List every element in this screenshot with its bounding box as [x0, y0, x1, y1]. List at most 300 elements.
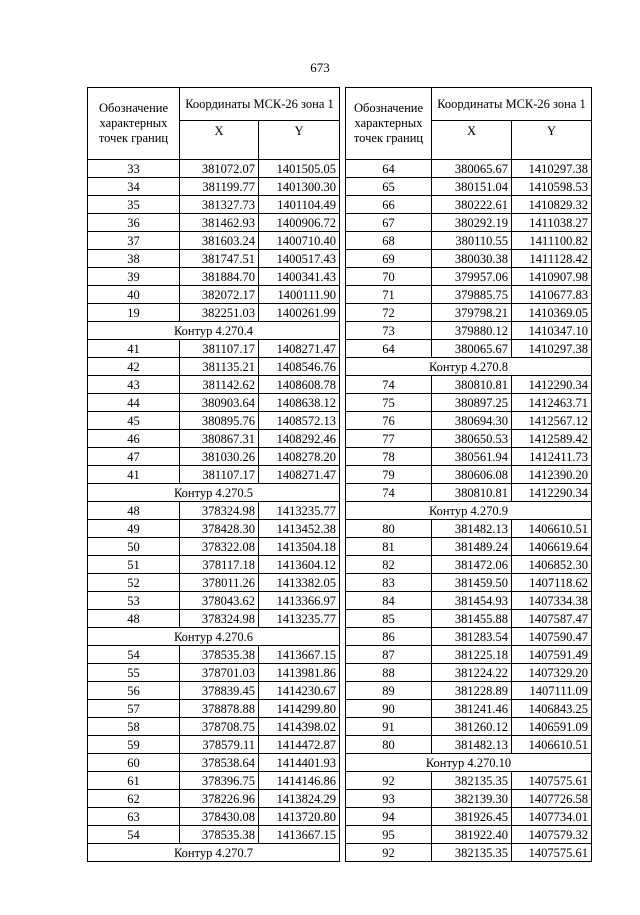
table-row — [346, 736, 592, 754]
x-cell: 378535.38 — [180, 646, 259, 664]
y-cell: 1413667.15 — [259, 826, 340, 844]
point-cell: 66 — [346, 196, 432, 214]
point-cell: 40 — [88, 286, 180, 304]
table-row — [88, 718, 340, 736]
y-cell: 1410297.38 — [512, 160, 592, 178]
table-row — [88, 574, 340, 592]
x-cell: 378324.98 — [180, 610, 259, 628]
point-cell: 55 — [88, 664, 180, 682]
y-cell: 1400710.40 — [259, 232, 340, 250]
y-cell: 1408271.47 — [259, 466, 340, 484]
y-cell: 1413667.15 — [259, 646, 340, 664]
contour-row — [346, 358, 592, 376]
table-row — [346, 772, 592, 790]
y-cell: 1407587.47 — [512, 610, 592, 628]
y-cell: 1412463.71 — [512, 394, 592, 412]
point-cell: 69 — [346, 250, 432, 268]
contour-label: Контур 4.270.4 — [88, 322, 340, 340]
x-cell: 378428.30 — [180, 520, 259, 538]
table-row — [88, 754, 340, 772]
table-row — [88, 538, 340, 556]
contour-row — [88, 628, 340, 646]
y-cell: 1408572.13 — [259, 412, 340, 430]
y-cell: 1406591.09 — [512, 718, 592, 736]
y-cell: 1401505.05 — [259, 160, 340, 178]
header-row — [88, 88, 340, 121]
x-cell: 382135.35 — [432, 772, 512, 790]
point-cell: 41 — [88, 340, 180, 358]
y-cell: 1406610.51 — [512, 736, 592, 754]
point-cell: 94 — [346, 808, 432, 826]
table-row — [346, 376, 592, 394]
contour-label: Контур 4.270.10 — [346, 754, 592, 772]
x-cell: 378839.45 — [180, 682, 259, 700]
x-cell: 381462.93 — [180, 214, 259, 232]
table-row — [346, 196, 592, 214]
x-cell: 381482.13 — [432, 520, 512, 538]
y-cell: 1414230.67 — [259, 682, 340, 700]
coordinates-table-right — [345, 87, 592, 862]
y-cell: 1410369.05 — [512, 304, 592, 322]
y-cell: 1413824.29 — [259, 790, 340, 808]
y-cell: 1407591.49 — [512, 646, 592, 664]
x-cell: 381260.12 — [432, 718, 512, 736]
point-cell: 56 — [88, 682, 180, 700]
point-cell: 89 — [346, 682, 432, 700]
x-cell: 378579.11 — [180, 736, 259, 754]
point-cell: 47 — [88, 448, 180, 466]
x-cell: 382072.17 — [180, 286, 259, 304]
y-cell: 1407575.61 — [512, 844, 592, 862]
table-row — [346, 646, 592, 664]
x-cell: 378226.96 — [180, 790, 259, 808]
table-row — [346, 484, 592, 502]
x-cell: 381107.17 — [180, 466, 259, 484]
table-row — [346, 178, 592, 196]
y-cell: 1411038.27 — [512, 214, 592, 232]
table-row — [346, 574, 592, 592]
x-cell: 380292.19 — [432, 214, 512, 232]
x-cell: 381454.93 — [432, 592, 512, 610]
table-row — [346, 682, 592, 700]
x-header: X — [432, 121, 512, 160]
y-cell: 1400111.90 — [259, 286, 340, 304]
point-cell: 85 — [346, 610, 432, 628]
table-row — [88, 610, 340, 628]
x-cell: 381241.46 — [432, 700, 512, 718]
y-cell: 1410598.53 — [512, 178, 592, 196]
x-cell: 380867.31 — [180, 430, 259, 448]
table-row — [346, 448, 592, 466]
y-cell: 1411100.82 — [512, 232, 592, 250]
point-cell: 82 — [346, 556, 432, 574]
x-cell: 382251.03 — [180, 304, 259, 322]
y-cell: 1407118.62 — [512, 574, 592, 592]
point-cell: 70 — [346, 268, 432, 286]
table-row — [346, 286, 592, 304]
point-cell: 42 — [88, 358, 180, 376]
y-cell: 1412411.73 — [512, 448, 592, 466]
x-cell: 380151.04 — [432, 178, 512, 196]
point-cell: 68 — [346, 232, 432, 250]
x-cell: 378322.08 — [180, 538, 259, 556]
point-cell: 38 — [88, 250, 180, 268]
y-cell: 1413604.12 — [259, 556, 340, 574]
y-cell: 1407726.58 — [512, 790, 592, 808]
page-number: 673 — [310, 60, 330, 75]
table-row — [346, 268, 592, 286]
y-cell: 1413235.77 — [259, 610, 340, 628]
y-cell: 1407329.20 — [512, 664, 592, 682]
point-cell: 81 — [346, 538, 432, 556]
y-cell: 1407734.01 — [512, 808, 592, 826]
table-row — [88, 430, 340, 448]
coords-header: Координаты МСК-26 зона 1 — [432, 88, 592, 121]
y-cell: 1413720.80 — [259, 808, 340, 826]
y-cell: 1412567.12 — [512, 412, 592, 430]
table-row — [88, 502, 340, 520]
y-cell: 1412290.34 — [512, 376, 592, 394]
x-cell: 380030.38 — [432, 250, 512, 268]
y-cell: 1412589.42 — [512, 430, 592, 448]
x-cell: 378538.64 — [180, 754, 259, 772]
table-row — [346, 808, 592, 826]
y-cell: 1414398.02 — [259, 718, 340, 736]
contour-label: Контур 4.270.6 — [88, 628, 340, 646]
y-cell: 1408292.46 — [259, 430, 340, 448]
y-cell: 1407111.09 — [512, 682, 592, 700]
table-row — [88, 700, 340, 718]
table-row — [88, 412, 340, 430]
point-cell: 87 — [346, 646, 432, 664]
x-cell: 378701.03 — [180, 664, 259, 682]
point-cell: 86 — [346, 628, 432, 646]
contour-row — [346, 502, 592, 520]
table-row — [346, 556, 592, 574]
x-cell: 380895.76 — [180, 412, 259, 430]
y-cell: 1408271.47 — [259, 340, 340, 358]
y-cell: 1414472.87 — [259, 736, 340, 754]
table-row — [346, 610, 592, 628]
point-cell: 93 — [346, 790, 432, 808]
y-cell: 1410297.38 — [512, 340, 592, 358]
point-cell: 46 — [88, 430, 180, 448]
x-cell: 381747.51 — [180, 250, 259, 268]
table-row — [88, 790, 340, 808]
point-cell: 90 — [346, 700, 432, 718]
contour-row — [88, 322, 340, 340]
header-row — [346, 88, 592, 121]
x-cell: 378878.88 — [180, 700, 259, 718]
y-cell: 1406852.30 — [512, 556, 592, 574]
table-row — [88, 250, 340, 268]
point-cell: 74 — [346, 376, 432, 394]
y-cell: 1413235.77 — [259, 502, 340, 520]
y-cell: 1408278.20 — [259, 448, 340, 466]
y-cell: 1410347.10 — [512, 322, 592, 340]
x-cell: 378043.62 — [180, 592, 259, 610]
y-cell: 1410907.98 — [512, 268, 592, 286]
x-cell: 378535.38 — [180, 826, 259, 844]
table-row — [88, 736, 340, 754]
table-row — [88, 304, 340, 322]
table-row — [88, 394, 340, 412]
x-cell: 381199.77 — [180, 178, 259, 196]
point-cell: 48 — [88, 610, 180, 628]
point-cell: 43 — [88, 376, 180, 394]
point-cell: 91 — [346, 718, 432, 736]
table-row — [88, 682, 340, 700]
y-cell: 1412290.34 — [512, 484, 592, 502]
point-cell: 50 — [88, 538, 180, 556]
x-cell: 380650.53 — [432, 430, 512, 448]
table-row — [346, 520, 592, 538]
point-cell: 80 — [346, 736, 432, 754]
point-cell: 61 — [88, 772, 180, 790]
x-cell: 381603.24 — [180, 232, 259, 250]
x-cell: 381135.21 — [180, 358, 259, 376]
point-cell: 75 — [346, 394, 432, 412]
x-cell: 380222.61 — [432, 196, 512, 214]
y-cell: 1400341.43 — [259, 268, 340, 286]
point-cell: 33 — [88, 160, 180, 178]
point-cell: 71 — [346, 286, 432, 304]
point-cell: 37 — [88, 232, 180, 250]
table-row — [346, 628, 592, 646]
x-cell: 381142.62 — [180, 376, 259, 394]
table-row — [88, 286, 340, 304]
table-row — [88, 520, 340, 538]
table-row — [88, 466, 340, 484]
x-cell: 380561.94 — [432, 448, 512, 466]
x-cell: 381283.54 — [432, 628, 512, 646]
table-row — [88, 826, 340, 844]
point-cell: 54 — [88, 826, 180, 844]
y-cell: 1406619.64 — [512, 538, 592, 556]
x-cell: 382139.30 — [432, 790, 512, 808]
table-row — [88, 232, 340, 250]
point-cell: 54 — [88, 646, 180, 664]
x-cell: 380903.64 — [180, 394, 259, 412]
table-row — [88, 646, 340, 664]
point-cell: 51 — [88, 556, 180, 574]
y-cell: 1407590.47 — [512, 628, 592, 646]
point-cell: 74 — [346, 484, 432, 502]
table-row — [346, 844, 592, 862]
x-cell: 381884.70 — [180, 268, 259, 286]
point-cell: 72 — [346, 304, 432, 322]
contour-row — [88, 484, 340, 502]
table-row — [346, 718, 592, 736]
point-cell: 88 — [346, 664, 432, 682]
y-cell: 1412390.20 — [512, 466, 592, 484]
table-row — [88, 808, 340, 826]
y-cell: 1414401.93 — [259, 754, 340, 772]
point-cell: 63 — [88, 808, 180, 826]
y-cell: 1413452.38 — [259, 520, 340, 538]
x-cell: 378396.75 — [180, 772, 259, 790]
y-cell: 1413366.97 — [259, 592, 340, 610]
point-cell: 92 — [346, 844, 432, 862]
point-cell: 19 — [88, 304, 180, 322]
point-cell: 36 — [88, 214, 180, 232]
table-row — [88, 196, 340, 214]
y-cell: 1406843.25 — [512, 700, 592, 718]
point-cell: 83 — [346, 574, 432, 592]
point-header: Обозначение характерных точек границ — [346, 88, 432, 160]
table-row — [346, 412, 592, 430]
table-row — [346, 232, 592, 250]
point-cell: 64 — [346, 160, 432, 178]
y-header: Y — [259, 121, 340, 160]
x-cell: 381489.24 — [432, 538, 512, 556]
table-row — [88, 772, 340, 790]
y-cell: 1414299.80 — [259, 700, 340, 718]
table-row — [346, 592, 592, 610]
point-cell: 92 — [346, 772, 432, 790]
contour-row — [346, 754, 592, 772]
point-cell: 95 — [346, 826, 432, 844]
y-header: Y — [512, 121, 592, 160]
table-row — [346, 394, 592, 412]
y-cell: 1408546.76 — [259, 358, 340, 376]
point-cell: 53 — [88, 592, 180, 610]
y-cell: 1408608.78 — [259, 376, 340, 394]
point-cell: 73 — [346, 322, 432, 340]
x-cell: 381922.40 — [432, 826, 512, 844]
y-cell: 1410829.32 — [512, 196, 592, 214]
table-row — [346, 790, 592, 808]
x-cell: 381228.89 — [432, 682, 512, 700]
point-cell: 57 — [88, 700, 180, 718]
y-cell: 1401300.30 — [259, 178, 340, 196]
x-cell: 381225.18 — [432, 646, 512, 664]
x-cell: 379957.06 — [432, 268, 512, 286]
contour-label: Контур 4.270.5 — [88, 484, 340, 502]
x-cell: 378117.18 — [180, 556, 259, 574]
x-cell: 378430.08 — [180, 808, 259, 826]
x-cell: 379798.21 — [432, 304, 512, 322]
y-cell: 1414146.86 — [259, 772, 340, 790]
point-cell: 79 — [346, 466, 432, 484]
table-row — [346, 322, 592, 340]
point-cell: 77 — [346, 430, 432, 448]
y-cell: 1400906.72 — [259, 214, 340, 232]
point-cell: 58 — [88, 718, 180, 736]
y-cell: 1408638.12 — [259, 394, 340, 412]
point-cell: 80 — [346, 520, 432, 538]
x-header: X — [180, 121, 259, 160]
contour-label: Контур 4.270.9 — [346, 502, 592, 520]
y-cell: 1401104.49 — [259, 196, 340, 214]
table-row — [346, 304, 592, 322]
x-cell: 381482.13 — [432, 736, 512, 754]
table-row — [88, 556, 340, 574]
table-row — [346, 250, 592, 268]
table-body-left — [88, 88, 340, 862]
point-cell: 35 — [88, 196, 180, 214]
x-cell: 378324.98 — [180, 502, 259, 520]
coords-header: Координаты МСК-26 зона 1 — [180, 88, 340, 121]
table-row — [346, 430, 592, 448]
x-cell: 381459.50 — [432, 574, 512, 592]
table-row — [88, 592, 340, 610]
y-cell: 1407334.38 — [512, 592, 592, 610]
x-cell: 380810.81 — [432, 484, 512, 502]
table-row — [346, 826, 592, 844]
x-cell: 380897.25 — [432, 394, 512, 412]
table-body-right — [346, 88, 592, 862]
table-row — [88, 160, 340, 178]
x-cell: 381030.26 — [180, 448, 259, 466]
x-cell: 380065.67 — [432, 160, 512, 178]
y-cell: 1400517.43 — [259, 250, 340, 268]
contour-label: Контур 4.270.8 — [346, 358, 592, 376]
x-cell: 381072.07 — [180, 160, 259, 178]
x-cell: 380810.81 — [432, 376, 512, 394]
table-row — [88, 358, 340, 376]
x-cell: 378011.26 — [180, 574, 259, 592]
table-row — [346, 538, 592, 556]
point-cell: 52 — [88, 574, 180, 592]
y-cell: 1406610.51 — [512, 520, 592, 538]
point-cell: 49 — [88, 520, 180, 538]
y-cell: 1407575.61 — [512, 772, 592, 790]
y-cell: 1413504.18 — [259, 538, 340, 556]
point-cell: 62 — [88, 790, 180, 808]
point-cell: 34 — [88, 178, 180, 196]
x-cell: 380110.55 — [432, 232, 512, 250]
point-cell: 60 — [88, 754, 180, 772]
point-cell: 44 — [88, 394, 180, 412]
point-cell: 78 — [346, 448, 432, 466]
y-cell: 1407579.32 — [512, 826, 592, 844]
y-cell: 1411128.42 — [512, 250, 592, 268]
y-cell: 1413382.05 — [259, 574, 340, 592]
table-row — [88, 214, 340, 232]
point-cell: 67 — [346, 214, 432, 232]
point-cell: 39 — [88, 268, 180, 286]
x-cell: 381107.17 — [180, 340, 259, 358]
point-cell: 45 — [88, 412, 180, 430]
x-cell: 381926.45 — [432, 808, 512, 826]
table-row — [88, 664, 340, 682]
table-row — [88, 178, 340, 196]
x-cell: 381455.88 — [432, 610, 512, 628]
x-cell: 382135.35 — [432, 844, 512, 862]
table-row — [88, 340, 340, 358]
table-row — [88, 448, 340, 466]
table-row — [88, 376, 340, 394]
x-cell: 379880.12 — [432, 322, 512, 340]
point-cell: 41 — [88, 466, 180, 484]
point-cell: 65 — [346, 178, 432, 196]
table-row — [346, 664, 592, 682]
x-cell: 380694.30 — [432, 412, 512, 430]
x-cell: 381472.06 — [432, 556, 512, 574]
x-cell: 381224.22 — [432, 664, 512, 682]
x-cell: 378708.75 — [180, 718, 259, 736]
table-row — [346, 340, 592, 358]
table-row — [346, 160, 592, 178]
point-cell: 84 — [346, 592, 432, 610]
y-cell: 1413981.86 — [259, 664, 340, 682]
point-cell: 76 — [346, 412, 432, 430]
x-cell: 380065.67 — [432, 340, 512, 358]
x-cell: 380606.08 — [432, 466, 512, 484]
point-cell: 59 — [88, 736, 180, 754]
coordinates-table-left — [87, 87, 340, 862]
